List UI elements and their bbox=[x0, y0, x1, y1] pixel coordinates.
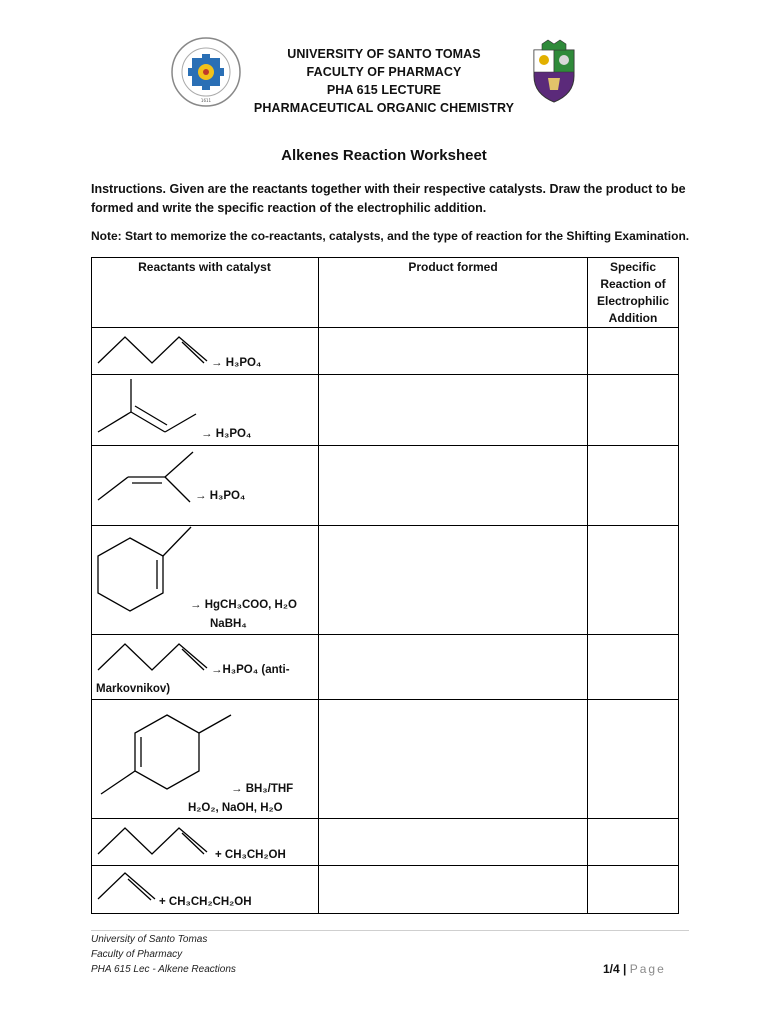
table-border-right bbox=[678, 257, 679, 914]
reagent-text: NaBH₄ bbox=[210, 618, 247, 630]
row-line bbox=[91, 257, 679, 258]
note-text: Note: Start to memorize the co-reactants, catalysts, and the type of reaction for the Shifting Examination. bbox=[91, 229, 690, 243]
reagent-text: → BH₃/THF bbox=[231, 783, 294, 795]
header-product: Product formed bbox=[408, 260, 498, 274]
row-line bbox=[91, 374, 679, 375]
reagent-text: H₂O₂, NaOH, H₂O bbox=[188, 802, 283, 814]
instructions-line-2: formed and write the specific reaction of the electrophilic addition. bbox=[91, 201, 487, 215]
footer-university: University of Santo Tomas bbox=[91, 934, 208, 945]
reagent-text: → H₃PO₄ bbox=[201, 428, 252, 440]
reagent-text: → H₃PO₄ bbox=[211, 357, 262, 369]
row-line bbox=[91, 699, 679, 700]
header-reactants: Reactants with catalyst bbox=[138, 260, 271, 274]
page-title: Alkenes Reaction Worksheet bbox=[281, 147, 487, 164]
reagent-text: →H₃PO₄ (anti- bbox=[211, 664, 290, 676]
reagent-text: + CH₃CH₂OH bbox=[215, 849, 286, 861]
header-course: PHA 615 LECTURE bbox=[326, 83, 442, 97]
header-faculty: FACULTY OF PHARMACY bbox=[306, 65, 462, 79]
molecule-2-methyl-2-butene bbox=[95, 377, 199, 439]
molecule-1-butene bbox=[95, 822, 209, 860]
footer-course: PHA 615 Lec - Alkene Reactions bbox=[91, 964, 236, 975]
worksheet-table bbox=[91, 257, 679, 914]
reagent-text: → H₃PO₄ bbox=[195, 490, 246, 502]
reagent-text: → HgCH₃COO, H₂O bbox=[190, 599, 297, 611]
header-specific-line: Specific bbox=[609, 260, 657, 274]
table-divider-2 bbox=[587, 257, 588, 914]
row-line bbox=[91, 865, 679, 866]
row-line bbox=[91, 327, 679, 328]
page-word: Page bbox=[629, 962, 666, 976]
reagent-text: + CH₃CH₂CH₂OH bbox=[159, 896, 252, 908]
row-line bbox=[91, 445, 679, 446]
table-divider-1 bbox=[318, 257, 319, 914]
molecule-1-butene bbox=[95, 638, 209, 678]
page-number bbox=[603, 962, 666, 976]
row-line bbox=[91, 634, 679, 635]
header-university: UNIVERSITY OF SANTO TOMAS bbox=[287, 47, 481, 61]
page-count: 1/4 bbox=[603, 962, 620, 976]
reagent-text: Markovnikov) bbox=[96, 683, 171, 695]
molecule-cis-2-butene bbox=[95, 447, 195, 505]
molecule-1-4-dimethylcyclohexene bbox=[95, 709, 235, 799]
instructions-line-1: Instructions. Given are the reactants together with their respective catalysts. Draw the product to be bbox=[91, 182, 686, 196]
molecule-1-methylcyclohexene bbox=[95, 525, 195, 615]
molecule-1-butene bbox=[95, 331, 209, 371]
molecule-propene bbox=[95, 869, 159, 905]
row-line bbox=[91, 818, 679, 819]
header-specific-line: Reaction of bbox=[600, 277, 666, 291]
header-specific-line: Addition bbox=[608, 311, 658, 325]
table-border-left bbox=[91, 257, 92, 914]
footer-divider bbox=[91, 930, 689, 931]
footer-faculty: Faculty of Pharmacy bbox=[91, 949, 183, 960]
header-specific-reaction bbox=[588, 259, 678, 327]
header-specific-line: Electrophilic bbox=[596, 294, 670, 308]
row-line bbox=[91, 913, 679, 914]
svg-text:1611: 1611 bbox=[200, 98, 212, 103]
header-subject: PHARMACEUTICAL ORGANIC CHEMISTRY bbox=[253, 101, 515, 115]
page-separator: | bbox=[623, 962, 627, 976]
